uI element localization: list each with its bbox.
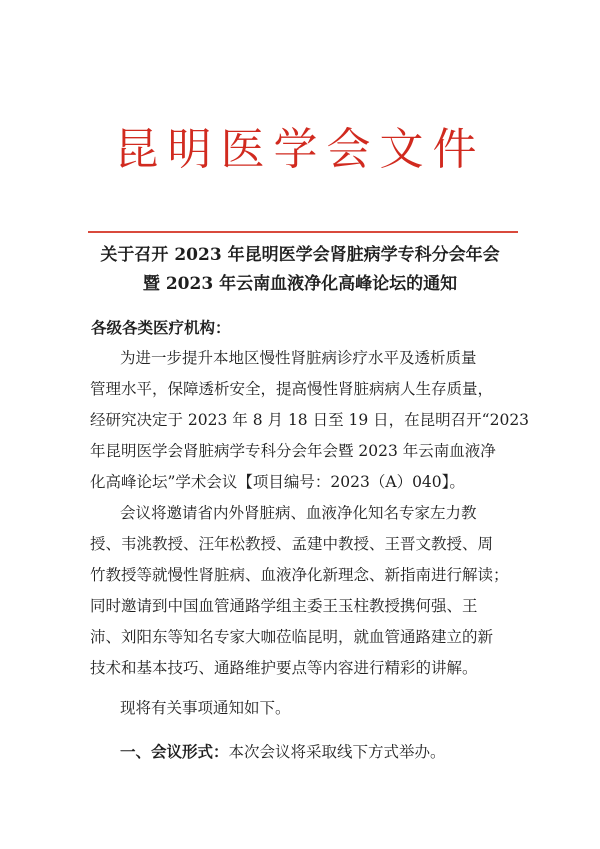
- paragraph-1-line: 管理水平，保障透析安全，提高慢性肾脏病病人生存质量，: [90, 380, 494, 398]
- paragraph-2-line: 同时邀请到中国血管通路学组主委王玉柱教授携何强、王: [90, 597, 478, 615]
- section-1: [120, 739, 446, 765]
- header-divider: [88, 231, 518, 233]
- paragraph-2-line: 技术和基本技巧、通路维护要点等内容进行精彩的讲解。: [90, 659, 478, 677]
- salutation: 各级各类医疗机构：: [91, 318, 231, 337]
- notice-title-line-2: 暨 2023 年云南血液净化高峰论坛的通知: [142, 274, 458, 294]
- paragraph-1-line: 化高峰论坛”学术会议【项目编号：2023（A）040】。: [90, 473, 465, 491]
- section-1-text: 本次会议将采取线下方式举办。: [228, 743, 446, 761]
- section-1-label: 一、会议形式：: [120, 742, 229, 761]
- issuer-header-title: 昆明医学会文件: [114, 124, 486, 175]
- paragraph-1-line: 经研究决定于 2023 年 8 月 18 日至 19 日，在昆明召开“2023: [90, 411, 530, 429]
- paragraph-2-line: 授、韦洮教授、汪年松教授、孟建中教授、王晋文教授、周: [90, 535, 494, 553]
- paragraph-1-line: 为进一步提升本地区慢性肾脏病诊疗水平及透析质量: [120, 349, 477, 367]
- paragraph-2-line: 沛、刘阳东等知名专家大咖莅临昆明，就血管通路建立的新: [90, 628, 494, 646]
- paragraph-1-line: 年昆明医学会肾脏病学专科分会年会暨 2023 年云南血液净: [90, 442, 496, 460]
- paragraph-2-line: 会议将邀请省内外肾脏病、血液净化知名专家左力教: [120, 504, 477, 522]
- paragraph-3: 现将有关事项通知如下。: [120, 699, 291, 717]
- paragraph-2-line: 竹教授等就慢性肾脏病、血液净化新理念、新指南进行解读；: [90, 566, 509, 584]
- notice-title-line-1: 关于召开 2023 年昆明医学会肾脏病学专科分会年会: [100, 245, 500, 265]
